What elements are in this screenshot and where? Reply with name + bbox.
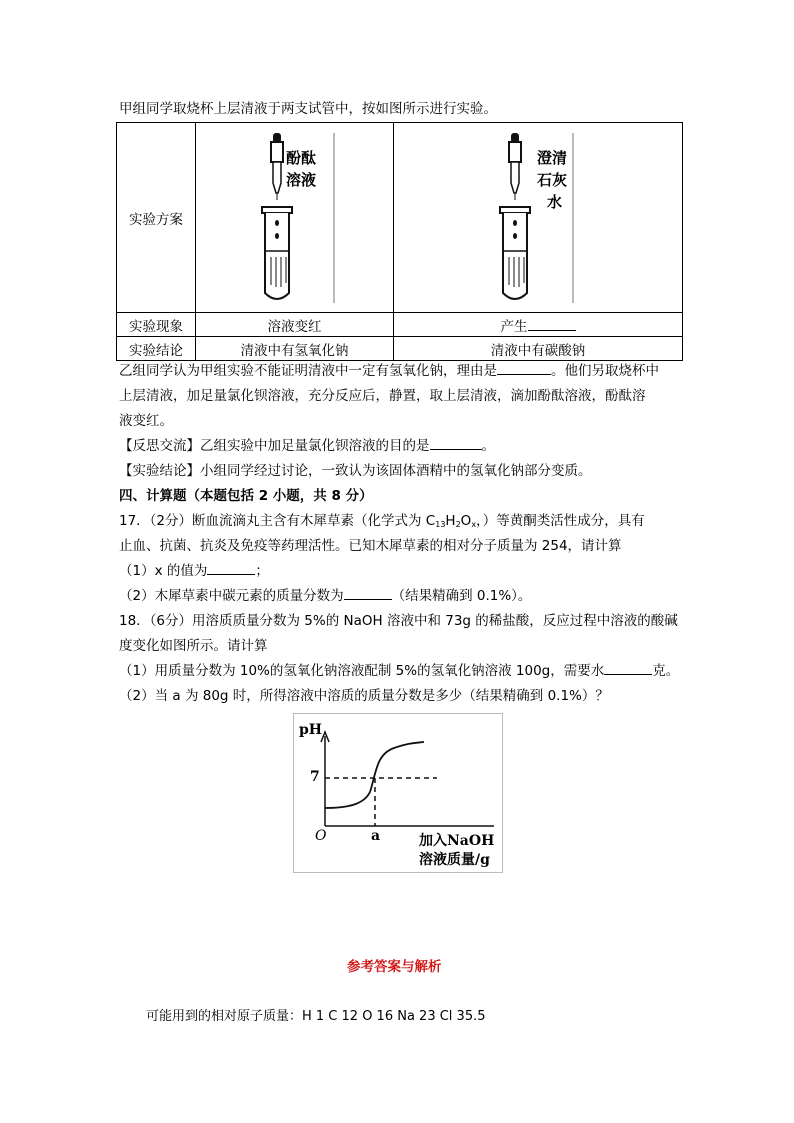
reagent-label-phenolphthalein-1: 酚酞 bbox=[286, 148, 317, 167]
x-axis-label-2: 溶液质量/g bbox=[419, 852, 490, 868]
phenomenon-col2 bbox=[394, 313, 683, 337]
y-marker-label: 7 bbox=[310, 769, 320, 785]
q17-sub1: 13 bbox=[435, 520, 446, 529]
conclusion-col1: 清液中有氢氧化钠 bbox=[196, 337, 394, 361]
plan-figure-limewater bbox=[394, 123, 683, 313]
x-axis-label-1: 加入NaOH bbox=[419, 833, 495, 849]
answer-section-title: 参考答案与解析 bbox=[347, 959, 442, 975]
paragraph1-line1 bbox=[119, 362, 659, 380]
phenomenon-col2-text: 产生 bbox=[500, 318, 528, 335]
ph-chart bbox=[293, 713, 503, 873]
paragraph1-line3: 液变红。 bbox=[119, 413, 173, 429]
conclusion-col2: 清液中有碳酸钠 bbox=[394, 337, 683, 361]
q17-sub2: 2 bbox=[455, 520, 461, 529]
q17-sub-question-2 bbox=[119, 587, 531, 605]
q17-sub-question-1 bbox=[119, 562, 269, 580]
q18-sq1-text: （1）用质量分数为 10%的氢氧化钠溶液配制 5%的氢氧化钠溶液 100g，需要水 bbox=[119, 663, 605, 679]
answer-blank[interactable] bbox=[528, 318, 576, 331]
q17-sq2-text: （2）木犀草素中碳元素的质量分数为 bbox=[119, 588, 344, 604]
row-label-conclusion: 实验结论 bbox=[117, 337, 196, 361]
reflection-text-a: 【反思交流】乙组实验中加足量氯化钡溶液的目的是 bbox=[119, 438, 430, 454]
experiment-conclusion: 【实验结论】小组同学经过讨论，一致认为该固体酒精中的氢氧化钠部分变质。 bbox=[119, 463, 592, 479]
q18-sub-question-1 bbox=[119, 662, 679, 680]
q17-mid2: O bbox=[460, 513, 472, 529]
q18-sq1-end: 克。 bbox=[652, 663, 680, 679]
reflection-text-b: 。 bbox=[481, 438, 495, 454]
q18-sub-question-2: （2）当 a 为 80g 时，所得溶液中溶质的质量分数是多少（结果精确到 0.1%）？ bbox=[119, 688, 609, 704]
answer-blank[interactable] bbox=[430, 437, 482, 450]
paragraph1-line2: 上层清液，加足量氯化钡溶液，充分反应后，静置，取上层清液，滴加酚酞溶液，酚酞溶 bbox=[119, 388, 646, 404]
q18-line2: 度变化如图所示。请计算 bbox=[119, 638, 268, 654]
q18-line1: 18．（6分）用溶质质量分数为 5%的 NaOH 溶液中和 73g 的稀盐酸，反应过程中溶液的酸碱 bbox=[119, 613, 678, 629]
q17-text-a: 17．（2分）断血流滴丸主含有木犀草素（化学式为 C bbox=[119, 513, 436, 529]
x-marker-label: a bbox=[371, 828, 381, 844]
row-label-phenomenon: 实验现象 bbox=[117, 313, 196, 337]
q17-text-b: ，）等黄酮类活性成分，具有 bbox=[476, 513, 645, 529]
paragraph1-text-b: 。他们另取烧杯中 bbox=[551, 363, 659, 379]
q17-sub3: x bbox=[471, 520, 477, 529]
answer-blank[interactable] bbox=[207, 562, 255, 575]
q17-line1 bbox=[119, 512, 645, 534]
answer-blank[interactable] bbox=[497, 362, 551, 375]
row-label-plan: 实验方案 bbox=[117, 123, 196, 313]
q17-sq1-end: ； bbox=[255, 563, 269, 579]
answer-blank[interactable] bbox=[344, 587, 392, 600]
y-axis-label: pH bbox=[299, 722, 323, 738]
q17-mid1: H bbox=[445, 513, 456, 529]
reagent-label-limewater-3: 水 bbox=[547, 192, 563, 211]
origin-label: O bbox=[315, 828, 327, 844]
section-heading: 四、计算题（本题包括 2 小题，共 8 分） bbox=[119, 488, 373, 504]
q17-sq1-text: （1）x 的值为 bbox=[119, 563, 208, 579]
reagent-label-limewater-2: 石灰 bbox=[537, 170, 568, 189]
plan-figure-phenolphthalein bbox=[196, 123, 394, 313]
answer-blank[interactable] bbox=[604, 662, 652, 675]
paragraph1-text-a: 乙组同学认为甲组实验不能证明清液中一定有氢氧化钠，理由是 bbox=[119, 363, 497, 379]
intro-text: 甲组同学取烧杯上层清液于两支试管中，按如图所示进行实验。 bbox=[119, 101, 497, 117]
reagent-label-limewater-1: 澄清 bbox=[537, 148, 568, 167]
q17-line2: 止血、抗菌、抗炎及免疫等药理活性。已知木犀草素的相对分子质量为 254，请计算 bbox=[119, 538, 622, 554]
phenomenon-col1: 溶液变红 bbox=[196, 313, 394, 337]
atomic-masses: 可能用到的相对原子质量：H 1 C 12 O 16 Na 23 Cl 35.5 bbox=[146, 1009, 486, 1024]
experiment-table bbox=[116, 122, 683, 361]
reflection-line bbox=[119, 437, 495, 455]
q17-sq2-end: （结果精确到 0.1%）。 bbox=[391, 588, 532, 604]
reagent-label-phenolphthalein-2: 溶液 bbox=[286, 170, 317, 189]
